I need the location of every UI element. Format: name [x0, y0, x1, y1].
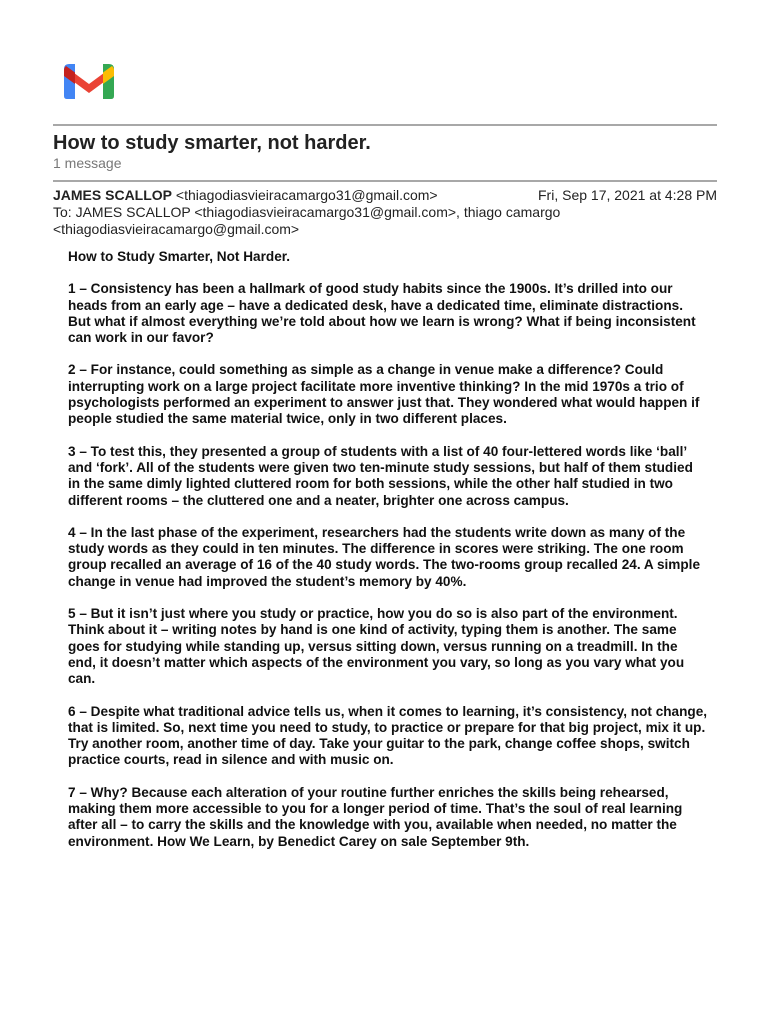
body-paragraph-4: 4 – In the last phase of the experiment, researchers had the students write down as many of the study words as they could in ten minutes. The difference in scores were striking. The one room group recalled an average of 16 of the 40 study words. The two-rooms group recalled 24. A simple change in venue had improved the student’s memory by 40%. — [68, 524, 701, 589]
email-subject: How to study smarter, not harder. — [53, 132, 371, 154]
message-body — [68, 249, 708, 866]
recipients-line: To: JAMES SCALLOP <thiagodiasvieiracamargo31@gmail.com>, thiago camargo <thiagodiasvieiracamargo@gmail.com> — [53, 204, 561, 237]
sender-name: JAMES SCALLOP — [53, 187, 173, 203]
body-title: How to Study Smarter, Not Harder. — [68, 249, 291, 264]
body-paragraph-3: 3 – To test this, they presented a group of students with a list of 40 four-lettered words like ‘ball’ and ‘fork’. All of the students were given two ten-minute study sessions, but half of them studied in the same dimly lighted cluttered room for both sessions, while the other half studied in two different rooms – the cluttered one and a neater, brighter one across campus. — [68, 443, 693, 508]
body-paragraph-5: 5 – But it isn’t just where you study or practice, how you do so is also part of the environment. Think about it – writing notes by hand is one kind of activity, typing them is another. The same goes for studying while standing up, versus sitting down, versus running on a treadmill. In the end, it doesn’t matter which aspects of the environment you vary, so long as you vary what you can. — [68, 606, 685, 687]
top-divider — [53, 124, 717, 126]
body-paragraph-7: 7 – Why? Because each alteration of your routine further enriches the skills being rehearsed, making them more accessible to you for a longer period of time. That’s the soul of real learning after all – to carry the skills and the knowledge with you, available when needed, no matter the environment. How We Learn, by Benedict Carey on sale September 9th. — [68, 784, 683, 849]
message-count: 1 message — [53, 155, 122, 171]
body-paragraph-2: 2 – For instance, could something as simple as a change in venue make a difference? Could interrupting work on a large project facilitate more inventive thinking? In the mid 1970s a trio of psychologists performed an experiment to answer just that. They wondered what would happen if people studied the same material twice, only in two different places. — [68, 362, 700, 427]
message-date: Fri, Sep 17, 2021 at 4:28 PM — [538, 187, 717, 203]
body-paragraph-1: 1 – Consistency has been a hallmark of good study habits since the 1900s. It’s drilled into our heads from an early age – have a dedicated desk, have a dedicated time, eliminate distractions. But what if almost everything we’re told about how we learn is wrong? What if being inconsistent can work in our favor? — [68, 281, 696, 346]
message-header — [53, 187, 717, 238]
gmail-logo-icon — [64, 63, 114, 99]
sender-line — [53, 187, 717, 204]
sender-email: <thiagodiasvieiracamargo31@gmail.com> — [175, 187, 438, 203]
header-divider — [53, 180, 717, 182]
body-paragraph-6: 6 – Despite what traditional advice tells us, when it comes to learning, it’s consistency, not change, that is limited. So, next time you need to study, to practice or prepare for that big project, mix it up. Try another room, another time of day. Take your guitar to the park, change coffee shops, switch practice courts, read in silence and with music on. — [68, 703, 708, 768]
